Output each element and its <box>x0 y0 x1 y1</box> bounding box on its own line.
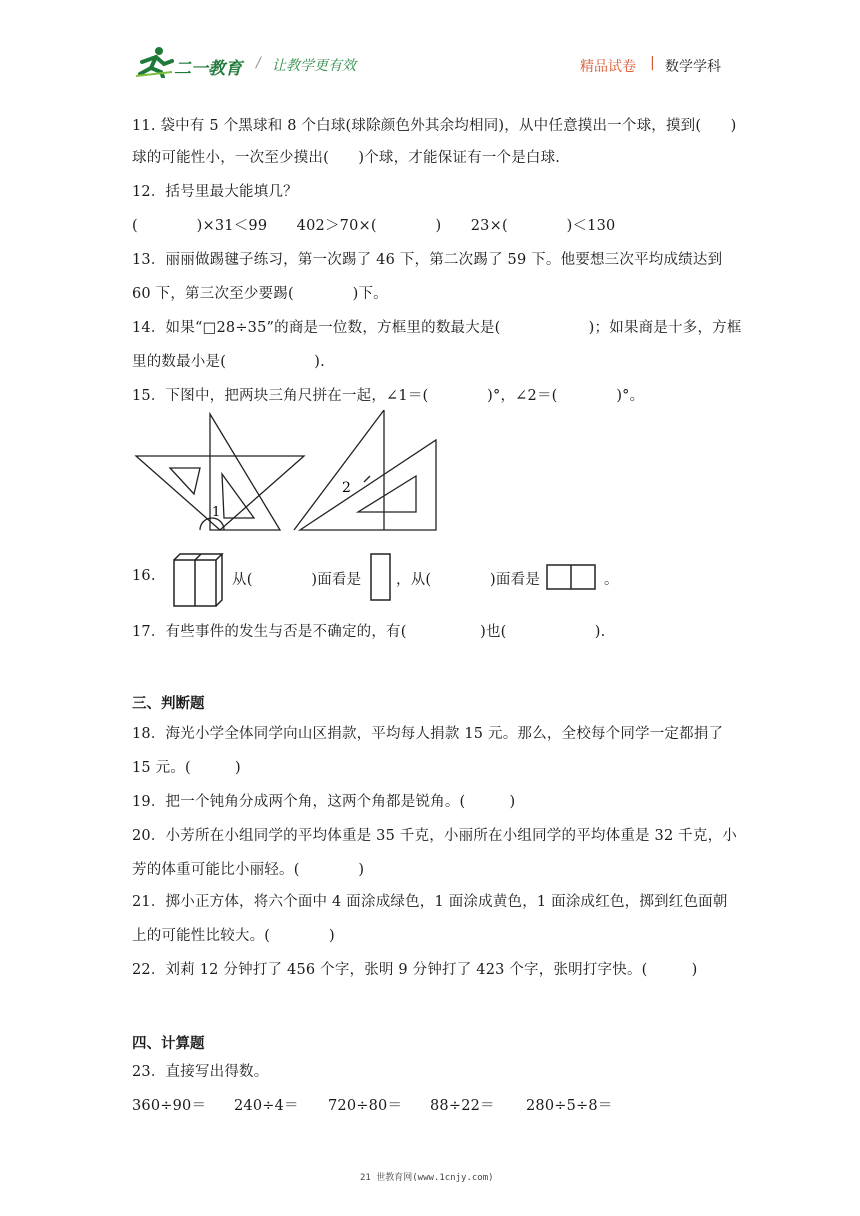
q21-line2: 上的可能性比较大。( ) <box>132 928 335 944</box>
header-tag-right: 数学学科 <box>665 59 721 75</box>
q13-line2: 60 下，第三次至少要踢( )下。 <box>132 286 388 302</box>
q23-item-2: 240÷4＝ <box>234 1098 299 1114</box>
q13-line1: 13．丽丽做踢毽子练习，第一次踢了 46 下，第二次踢了 59 下。他要想三次平均成绩达到 <box>132 252 723 268</box>
right-set-squares <box>294 410 436 530</box>
q16-end: 。 <box>604 572 619 588</box>
cuboid-3d-icon <box>170 550 226 608</box>
q12-line2: ( )×31＜99 402＞70×( ) 23×( )＜130 <box>132 218 616 234</box>
q11-line1: 11. 袋中有 5 个黑球和 8 个白球(球除颜色外其余均相同)，从中任意摸出一个球，摸到( ) <box>132 118 737 134</box>
q14-line2: 里的数最小是( ). <box>132 354 325 370</box>
double-square-view-icon <box>546 564 598 592</box>
q23-item-5: 280÷5÷8＝ <box>526 1098 613 1114</box>
q16-num: 16. <box>132 568 156 584</box>
footer-text: 21 世教育网(www.1cnjy.com) <box>360 1173 494 1183</box>
set-squares-figure <box>130 410 450 540</box>
q20-line2: 芳的体重可能比小丽轻。( ) <box>132 862 365 878</box>
runner-logo-icon <box>134 44 174 78</box>
q20-line1: 20．小芳所在小组同学的平均体重是 35 千克，小丽所在小组同学的平均体重是 32 千克，小 <box>132 828 737 844</box>
header-tag-left: 精品试卷 <box>580 59 636 75</box>
q16-part2: ，从( )面看是 <box>396 572 541 588</box>
logo-text: 二一教育 <box>174 59 242 79</box>
left-triangle-b-inner <box>222 474 254 518</box>
q22-line1: 22．刘莉 12 分钟打了 456 个字，张明 9 分钟打了 423 个字，张明打字快。( ) <box>132 962 698 978</box>
q21-line1: 21．掷小正方体，将六个面中 4 面涂成绿色，1 面涂成黄色，1 面涂成红色，掷到红色面朝 <box>132 894 728 910</box>
left-triangle-b <box>210 414 280 530</box>
q18-line1: 18．海光小学全体同学向山区捐款，平均每人捐款 15 元。那么，全校每个同学一定都捐了 <box>132 726 724 742</box>
q18-line2: 15 元。( ) <box>132 760 241 776</box>
single-rect-view-icon <box>370 553 392 603</box>
q16-part1: 从( )面看是 <box>232 572 362 588</box>
section4-title: 四、计算题 <box>132 1036 205 1052</box>
q15-line1: 15．下图中，把两块三角尺拼在一起，∠1＝( )°，∠2＝( )°。 <box>132 388 645 404</box>
angle1-label: 1 <box>212 505 221 520</box>
section3-title: 三、判断题 <box>132 696 205 712</box>
q17-line1: 17．有些事件的发生与否是不确定的，有( )也( ). <box>132 624 606 640</box>
header-separator: | <box>650 55 655 71</box>
q19-line1: 19．把一个钝角分成两个角，这两个角都是锐角。( ) <box>132 794 516 810</box>
q23-item-1: 360÷90＝ <box>132 1098 207 1114</box>
q23-line1: 23．直接写出得数。 <box>132 1064 269 1080</box>
angle2-tick <box>364 476 370 482</box>
header-slash: / <box>256 55 261 71</box>
q11-line2: 球的可能性小，一次至少摸出( )个球，才能保证有一个是白球. <box>132 150 561 166</box>
q23-item-3: 720÷80＝ <box>328 1098 403 1114</box>
header-slogan: 让教学更有效 <box>272 58 356 74</box>
right-triangle-b-inner <box>358 476 416 512</box>
q12-line1: 12．括号里最大能填几？ <box>132 184 298 200</box>
q23-item-4: 88÷22＝ <box>430 1098 495 1114</box>
angle2-label: 2 <box>342 480 351 496</box>
q14-line1: 14．如果“□28÷35”的商是一位数，方框里的数最大是( )；如果商是十多，方框 <box>132 320 742 336</box>
